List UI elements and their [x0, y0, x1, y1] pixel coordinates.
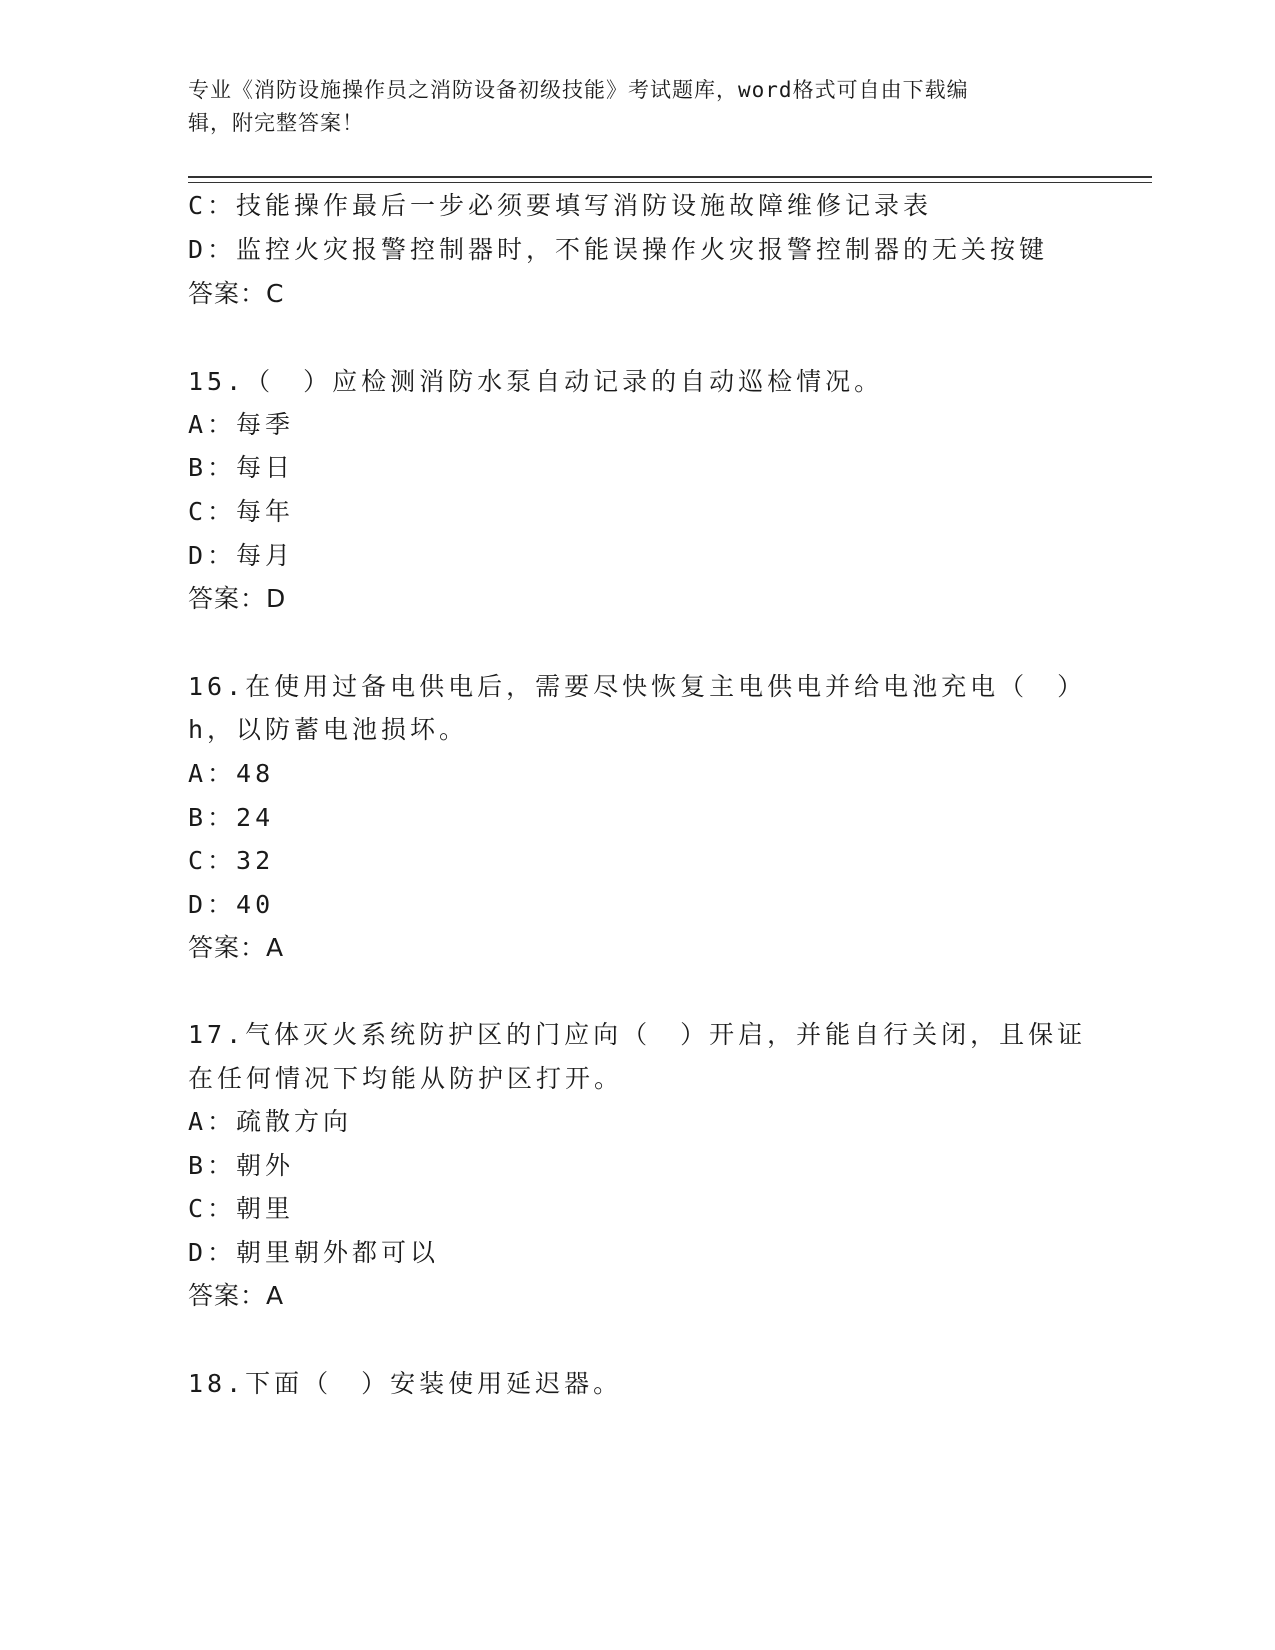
- header-line-1: 专业《消防设施操作员之消防设备初级技能》考试题库，word格式可自由下载编: [188, 78, 969, 102]
- q16-stem-line-2: h，以防蓄电池损坏。: [188, 715, 469, 744]
- q17-answer: 答案：A: [188, 1281, 285, 1310]
- q14-answer: 答案：C: [188, 279, 285, 308]
- header-line-2: 辑，附完整答案！: [188, 111, 364, 135]
- q17-stem-line-1: 17.气体灭火系统防护区的门应向（ ）开启，并能自行关闭，且保证: [188, 1020, 1087, 1049]
- q15-option-d: D：每月: [188, 541, 295, 570]
- q15-option-c: C：每年: [188, 497, 295, 526]
- q16-option-a: A：48: [188, 759, 275, 788]
- q16-answer: 答案：A: [188, 933, 285, 962]
- q16-stem-line-1: 16.在使用过备电供电后，需要尽快恢复主电供电并给电池充电（ ）: [188, 672, 1087, 701]
- q16-option-c: C：32: [188, 846, 275, 875]
- q16-option-b: B：24: [188, 803, 275, 832]
- q15-stem: 15.（ ）应检测消防水泵自动记录的自动巡检情况。: [188, 367, 884, 396]
- q17-option-d: D：朝里朝外都可以: [188, 1238, 440, 1267]
- document-header: [188, 74, 1088, 140]
- q16-option-d: D：40: [188, 890, 275, 919]
- q17-stem-line-2: 在任何情况下均能从防护区打开。: [188, 1064, 624, 1093]
- header-divider-thin: [188, 182, 1152, 183]
- header-divider-thick: [188, 176, 1152, 178]
- q15-answer: 答案：D: [188, 584, 287, 613]
- q14-option-d: D：监控火灾报警控制器时，不能误操作火灾报警控制器的无关按键: [188, 235, 1049, 264]
- q14-option-c: C：技能操作最后一步必须要填写消防设施故障维修记录表: [188, 191, 933, 220]
- q17-option-b: B：朝外: [188, 1151, 295, 1180]
- q15-option-a: A：每季: [188, 410, 295, 439]
- q18-stem: 18.下面（ ）安装使用延迟器。: [188, 1369, 623, 1398]
- q17-option-c: C：朝里: [188, 1194, 295, 1223]
- q17-option-a: A：疏散方向: [188, 1107, 353, 1136]
- q15-option-b: B：每日: [188, 453, 295, 482]
